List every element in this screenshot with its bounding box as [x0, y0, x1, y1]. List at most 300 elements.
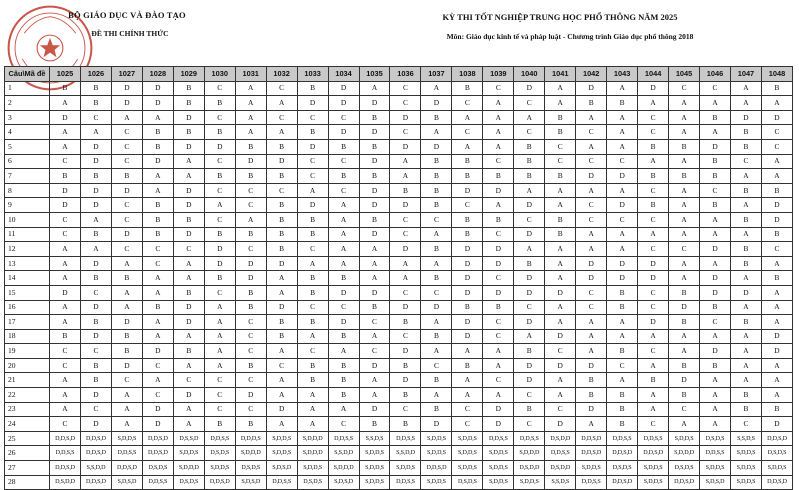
answer-cell: A	[359, 329, 390, 344]
answer-cell: S,D,D,S	[483, 446, 514, 461]
answer-cell: D	[761, 329, 792, 344]
answer-cell: A	[700, 373, 731, 388]
table-row	[5, 183, 793, 198]
table-row	[5, 300, 793, 315]
answer-cell: C	[545, 139, 576, 154]
answer-cell: B	[638, 373, 669, 388]
answer-cell: C	[700, 315, 731, 330]
answer-cell: C	[204, 183, 235, 198]
answer-cell: D	[730, 110, 761, 125]
answer-cell: D	[142, 81, 173, 96]
answer-cell: B	[111, 329, 142, 344]
answer-cell: S,D,D,S	[576, 461, 607, 476]
answer-cell: S,D,D,S	[514, 475, 545, 490]
answer-cell: D	[359, 358, 390, 373]
answer-cell: B	[173, 125, 204, 140]
answer-cell: A	[700, 125, 731, 140]
answer-cell: C	[111, 154, 142, 169]
answer-cell: D	[266, 300, 297, 315]
answer-cell: C	[204, 110, 235, 125]
answer-cell: A	[421, 388, 452, 403]
answer-cell: A	[576, 344, 607, 359]
answer-cell: A	[730, 227, 761, 242]
answer-cell: A	[142, 110, 173, 125]
answer-cell: D	[638, 81, 669, 96]
answer-cell: B	[359, 417, 390, 432]
table-row	[5, 154, 793, 169]
answer-cell: D,D,S,D	[80, 431, 111, 446]
answer-cell: A	[761, 169, 792, 184]
answer-cell: C	[328, 300, 359, 315]
answer-cell: C	[80, 110, 111, 125]
answer-cell: A	[514, 242, 545, 257]
answer-cell: S,D,D,S	[266, 446, 297, 461]
answer-cell: A	[607, 183, 638, 198]
answer-cell: S,D,D,S	[359, 446, 390, 461]
answer-cell: B	[235, 300, 266, 315]
answer-cell: C	[669, 242, 700, 257]
answer-cell: C	[204, 388, 235, 403]
answer-cell: C	[638, 242, 669, 257]
answer-cell: A	[700, 212, 731, 227]
answer-cell: D	[545, 285, 576, 300]
answer-cell: B	[607, 417, 638, 432]
answer-cell: A	[545, 242, 576, 257]
answer-cell: A	[204, 300, 235, 315]
answer-cell: B	[452, 154, 483, 169]
question-number: 21	[5, 373, 50, 388]
answer-cell: C	[204, 402, 235, 417]
answer-cell: D,D,S,D	[50, 461, 81, 476]
answer-cell: C	[483, 315, 514, 330]
answer-cell: B	[421, 271, 452, 286]
answer-cell: C	[111, 198, 142, 213]
table-row	[5, 417, 793, 432]
answer-cell: C	[669, 402, 700, 417]
answer-cell: A	[297, 183, 328, 198]
answer-cell: S,S,D,S	[730, 431, 761, 446]
answer-cell: S,D,D,S	[730, 446, 761, 461]
answer-cell: A	[700, 329, 731, 344]
answer-cell: S,S,D,S	[545, 475, 576, 490]
answer-cell: D	[607, 256, 638, 271]
answer-cell: C	[111, 212, 142, 227]
exam-code-header: 1036	[390, 67, 421, 82]
answer-cell: A	[390, 169, 421, 184]
answer-cell: B	[730, 388, 761, 403]
answer-cell: C	[80, 402, 111, 417]
answer-cell: C	[545, 344, 576, 359]
answer-cell: C	[390, 227, 421, 242]
exam-code-header: 1045	[669, 67, 700, 82]
table-row	[5, 329, 793, 344]
answer-cell: B	[266, 329, 297, 344]
answer-cell: D	[761, 344, 792, 359]
answer-cell: C	[266, 183, 297, 198]
answer-cell: D,S,D,S	[235, 461, 266, 476]
answer-cell: A	[235, 212, 266, 227]
answer-cell: D	[514, 373, 545, 388]
answer-cell: C	[514, 417, 545, 432]
answer-cell: D,D,S,S	[638, 431, 669, 446]
exam-code-header: 1038	[452, 67, 483, 82]
answer-cell: B	[359, 169, 390, 184]
question-number: 2	[5, 96, 50, 111]
answer-cell: D	[297, 96, 328, 111]
answer-cell: C	[421, 358, 452, 373]
answer-cell: A	[50, 242, 81, 257]
answer-cell: D	[638, 315, 669, 330]
answer-cell: C	[607, 212, 638, 227]
answer-cell: B	[761, 402, 792, 417]
answer-cell: A	[483, 358, 514, 373]
answer-cell: C	[266, 110, 297, 125]
answer-cell: B	[297, 358, 328, 373]
answer-cell: D	[390, 242, 421, 257]
answer-cell: C	[761, 139, 792, 154]
answer-cell: D	[761, 212, 792, 227]
question-number: 6	[5, 154, 50, 169]
answer-cell: D	[173, 388, 204, 403]
answer-cell: C	[576, 154, 607, 169]
answer-cell: S,D,D,S	[638, 461, 669, 476]
answer-cell: D	[173, 198, 204, 213]
answer-cell: C	[266, 81, 297, 96]
answer-cell: C	[297, 154, 328, 169]
answer-cell: D,D,S,D	[111, 461, 142, 476]
exam-code-header: 1042	[576, 67, 607, 82]
answer-cell: D,D,S,S	[204, 431, 235, 446]
answer-cell: A	[328, 198, 359, 213]
answer-cell: A	[576, 315, 607, 330]
answer-cell: D	[390, 373, 421, 388]
answer-cell: D	[730, 285, 761, 300]
answer-cell: D,D,S,D	[50, 431, 81, 446]
answer-cell: C	[483, 154, 514, 169]
answer-cell: B	[297, 81, 328, 96]
answer-cell: A	[266, 373, 297, 388]
answer-cell: C	[235, 315, 266, 330]
answer-cell: A	[607, 227, 638, 242]
answer-cell: D,S,D,S	[452, 475, 483, 490]
answer-cell: C	[297, 242, 328, 257]
answer-cell: D	[452, 315, 483, 330]
answer-cell: C	[421, 285, 452, 300]
answer-cell: C	[483, 227, 514, 242]
answer-cell: C	[359, 344, 390, 359]
answer-cell: A	[111, 402, 142, 417]
answer-cell: A	[328, 242, 359, 257]
answer-cell: A	[266, 271, 297, 286]
answer-cell: A	[111, 300, 142, 315]
answer-cell: D,S,D,S	[142, 461, 173, 476]
answer-cell: A	[50, 388, 81, 403]
answer-cell: B	[50, 329, 81, 344]
answer-cell: A	[483, 198, 514, 213]
answer-cell: B	[421, 169, 452, 184]
answer-cell: A	[50, 402, 81, 417]
answer-cell: A	[761, 315, 792, 330]
answer-cell: D	[452, 285, 483, 300]
answer-cell: B	[235, 358, 266, 373]
answer-cell: B	[266, 242, 297, 257]
question-number: 9	[5, 198, 50, 213]
answer-cell: A	[173, 358, 204, 373]
answer-cell: B	[235, 417, 266, 432]
question-number: 3	[5, 110, 50, 125]
answer-cell: A	[204, 344, 235, 359]
answer-cell: D,S,D,S	[669, 461, 700, 476]
table-row	[5, 125, 793, 140]
answer-cell: C	[514, 96, 545, 111]
answer-cell: C	[390, 96, 421, 111]
answer-cell: B	[669, 169, 700, 184]
answer-cell: D	[50, 183, 81, 198]
answer-cell: C	[545, 154, 576, 169]
answer-cell: B	[545, 212, 576, 227]
answer-cell: D	[111, 183, 142, 198]
answer-cell: C	[390, 402, 421, 417]
answer-cell: A	[50, 315, 81, 330]
answer-cell: D,D,S,D	[142, 446, 173, 461]
answer-cell: A	[173, 154, 204, 169]
answer-cell: C	[266, 358, 297, 373]
answer-cell: D	[421, 417, 452, 432]
answer-cell: B	[421, 373, 452, 388]
answer-cell: D	[545, 329, 576, 344]
answer-cell: B	[452, 358, 483, 373]
answer-cell: A	[545, 373, 576, 388]
answer-cell: A	[421, 315, 452, 330]
answer-cell: B	[730, 256, 761, 271]
table-row	[5, 431, 793, 446]
answer-cell: A	[142, 373, 173, 388]
answer-cell: C	[50, 417, 81, 432]
answer-cell: D	[80, 154, 111, 169]
answer-cell: D	[638, 256, 669, 271]
answer-cell: D,S,D,S	[607, 461, 638, 476]
question-number: 25	[5, 431, 50, 446]
answer-cell: A	[483, 96, 514, 111]
answer-cell: D	[266, 154, 297, 169]
answer-cell: D,D,S,D	[761, 431, 792, 446]
answer-cell: D	[483, 256, 514, 271]
answer-cell: C	[204, 81, 235, 96]
answer-key-table	[4, 66, 793, 490]
table-row	[5, 110, 793, 125]
answer-cell: D,D,S,S	[266, 475, 297, 490]
question-number: 11	[5, 227, 50, 242]
question-number: 7	[5, 169, 50, 184]
answer-cell: D	[452, 183, 483, 198]
answer-cell: B	[297, 285, 328, 300]
answer-cell: A	[204, 358, 235, 373]
answer-cell: D	[235, 388, 266, 403]
answer-cell: C	[514, 212, 545, 227]
answer-cell: C	[235, 373, 266, 388]
answer-cell: B	[142, 139, 173, 154]
answer-cell: A	[514, 110, 545, 125]
answer-cell: C	[235, 329, 266, 344]
answer-cell: B	[514, 154, 545, 169]
answer-cell: S,D,D,S	[297, 461, 328, 476]
answer-cell: A	[607, 110, 638, 125]
question-number: 4	[5, 125, 50, 140]
answer-cell: B	[421, 242, 452, 257]
answer-cell: C	[514, 125, 545, 140]
answer-cell: D	[80, 300, 111, 315]
answer-cell: D	[390, 300, 421, 315]
answer-cell: A	[483, 110, 514, 125]
answer-cell: A	[173, 417, 204, 432]
answer-cell: A	[173, 169, 204, 184]
answer-cell: S,D,D,S	[173, 446, 204, 461]
answer-cell: A	[452, 373, 483, 388]
answer-cell: D	[50, 198, 81, 213]
answer-cell: A	[142, 183, 173, 198]
answer-cell: D	[483, 242, 514, 257]
answer-cell: D	[173, 227, 204, 242]
answer-cell: D	[514, 81, 545, 96]
question-number: 15	[5, 285, 50, 300]
question-number: 22	[5, 388, 50, 403]
answer-cell: C	[545, 402, 576, 417]
answer-cell: D	[483, 417, 514, 432]
answer-cell: B	[730, 402, 761, 417]
answer-cell: C	[452, 402, 483, 417]
answer-cell: D,D,S,D	[576, 431, 607, 446]
answer-cell: C	[576, 285, 607, 300]
answer-cell: D	[328, 96, 359, 111]
answer-cell: C	[576, 300, 607, 315]
answer-cell: A	[607, 139, 638, 154]
question-number: 18	[5, 329, 50, 344]
answer-cell: D	[142, 96, 173, 111]
answer-cell: D,D,S,S	[142, 475, 173, 490]
answer-cell: D	[111, 315, 142, 330]
answer-cell: B	[266, 227, 297, 242]
answer-cell: C	[638, 285, 669, 300]
answer-cell: A	[297, 402, 328, 417]
exam-code-header: 1033	[297, 67, 328, 82]
answer-cell: B	[266, 212, 297, 227]
answer-cell: B	[483, 169, 514, 184]
answer-cell: B	[142, 212, 173, 227]
answer-cell: D,D,S,D	[669, 475, 700, 490]
answer-cell: A	[700, 227, 731, 242]
answer-cell: C	[638, 212, 669, 227]
answer-cell: A	[638, 388, 669, 403]
answer-cell: A	[111, 388, 142, 403]
answer-cell: A	[235, 81, 266, 96]
answer-cell: C	[142, 242, 173, 257]
table-row	[5, 212, 793, 227]
answer-cell: D	[173, 139, 204, 154]
answer-cell: C	[638, 417, 669, 432]
answer-cell: B	[235, 139, 266, 154]
question-number: 26	[5, 446, 50, 461]
answer-cell: A	[50, 300, 81, 315]
answer-cell: B	[173, 285, 204, 300]
answer-cell: C	[730, 154, 761, 169]
answer-cell: C	[730, 417, 761, 432]
answer-cell: A	[669, 227, 700, 242]
answer-cell: B	[421, 154, 452, 169]
answer-cell: S,D,S,D	[266, 461, 297, 476]
question-number: 14	[5, 271, 50, 286]
answer-cell: B	[359, 300, 390, 315]
answer-cell: A	[607, 329, 638, 344]
answer-cell: A	[545, 198, 576, 213]
answer-cell: C	[328, 417, 359, 432]
answer-cell: D	[359, 183, 390, 198]
answer-cell: C	[761, 125, 792, 140]
answer-cell: C	[483, 329, 514, 344]
answer-cell: B	[638, 198, 669, 213]
exam-code-header: 1046	[700, 67, 731, 82]
answer-cell: A	[730, 344, 761, 359]
answer-cell: A	[545, 388, 576, 403]
answer-cell: D	[514, 358, 545, 373]
answer-cell: D	[452, 242, 483, 257]
answer-cell: B	[545, 110, 576, 125]
answer-cell: D,D,S,S	[576, 475, 607, 490]
answer-cell: B	[730, 125, 761, 140]
answer-cell: C	[483, 373, 514, 388]
answer-cell: B	[761, 227, 792, 242]
answer-cell: C	[297, 300, 328, 315]
answer-cell: S,D,D,S	[483, 461, 514, 476]
answer-cell: A	[576, 139, 607, 154]
answer-cell: D,D,S,S	[111, 446, 142, 461]
answer-cell: B	[142, 198, 173, 213]
answer-cell: A	[452, 388, 483, 403]
answer-cell: B	[80, 373, 111, 388]
answer-cell: B	[545, 169, 576, 184]
answer-cell: D,S,D,D	[545, 461, 576, 476]
answer-cell: S,S,D,D	[80, 461, 111, 476]
answer-cell: D,D,S,S	[514, 431, 545, 446]
answer-cell: A	[50, 125, 81, 140]
answer-cell: D	[576, 81, 607, 96]
answer-cell: C	[204, 212, 235, 227]
answer-cell: B	[421, 329, 452, 344]
answer-cell: A	[545, 300, 576, 315]
answer-cell: S,D,D,S	[421, 446, 452, 461]
answer-cell: B	[50, 81, 81, 96]
answer-cell: B	[173, 96, 204, 111]
answer-cell: A	[669, 125, 700, 140]
answer-cell: A	[514, 329, 545, 344]
answer-cell: A	[669, 212, 700, 227]
answer-cell: A	[235, 110, 266, 125]
answer-cell: C	[297, 110, 328, 125]
answer-cell: B	[730, 242, 761, 257]
answer-cell: D,D,S,D	[638, 446, 669, 461]
answer-cell: B	[204, 96, 235, 111]
answer-cell: S,D,D,S	[111, 431, 142, 446]
answer-cell: B	[204, 271, 235, 286]
answer-cell: A	[50, 139, 81, 154]
answer-cell: B	[80, 358, 111, 373]
answer-cell: B	[204, 125, 235, 140]
answer-cell: B	[390, 183, 421, 198]
answer-cell: D	[607, 169, 638, 184]
question-number: 17	[5, 315, 50, 330]
answer-cell: D	[142, 402, 173, 417]
question-number: 23	[5, 402, 50, 417]
answer-cell: B	[607, 96, 638, 111]
